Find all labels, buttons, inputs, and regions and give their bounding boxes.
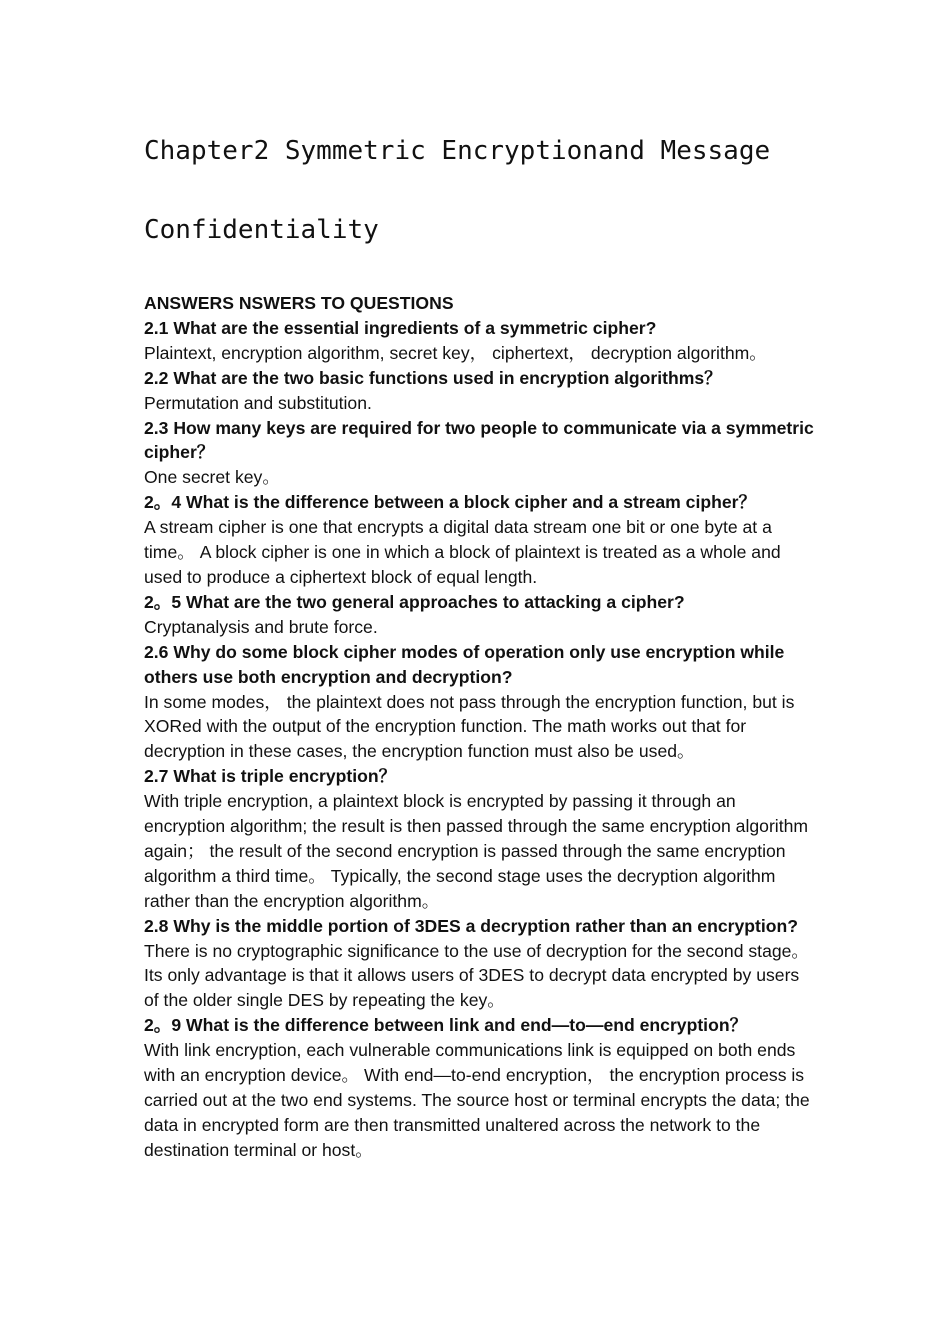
question-2-2: 2.2 What are the two basic functions used in encryption algorithms？ (144, 367, 722, 388)
answer-2-5: Cryptanalysis and brute force. (144, 616, 378, 637)
chapter-title-line-1: Chapter2 Symmetric Encryptionand Message (144, 136, 771, 166)
question-2-5: 2。5 What are the two general approaches to attacking a cipher? (144, 591, 685, 612)
question-2-3: 2.3 How many keys are required for two people to communicate via a symmetric cipher？ (144, 417, 814, 463)
answer-2-1: Plaintext, encryption algorithm, secret key， ciphertext， decryption algorithm。 (144, 342, 767, 363)
chapter-title-line-2: Confidentiality (144, 215, 379, 245)
answer-2-2: Permutation and substitution. (144, 392, 372, 413)
question-2-7: 2.7 What is triple encryption？ (144, 766, 397, 787)
answer-2-4: A stream cipher is one that encrypts a digital data stream one bit or one byte at a time。 A block cipher is one in which a block of plaintext is treated as a whole and used to produce a ciphertext block of equal length. (144, 517, 781, 587)
section-heading: ANSWERS NSWERS TO QUESTIONS (144, 293, 454, 313)
answer-2-3: One secret key。 (144, 467, 280, 488)
document-body (144, 291, 814, 1163)
question-2-4: 2。4 What is the difference between a block cipher and a stream cipher？ (144, 492, 757, 513)
question-2-1: 2.1 What are the essential ingredients of a symmetric cipher? (144, 317, 657, 338)
question-2-8: 2.8 Why is the middle portion of 3DES a decryption rather than an encryption? (144, 915, 798, 936)
answer-2-7: With triple encryption, a plaintext block is encrypted by passing it through an encryption algorithm; the result is then passed through the same encryption algorithm again； the result of the second encryption is passed through the same encryption algorithm a third time。 Typically, the second stage uses the decryption algorithm rather than the encryption algorithm。 (144, 791, 809, 911)
question-2-6: 2.6 Why do some block cipher modes of operation only use encryption while others use both encryption and decryption? (144, 641, 785, 687)
answer-2-9: With link encryption, each vulnerable communications link is equipped on both ends with an encryption device。 With end—to-end encryption， the encryption process is carried out at the two end systems. The source host or terminal encrypts the data; the data in encrypted form are then transmitted unaltered across the network to the destination terminal or host。 (144, 1040, 810, 1160)
answer-2-8: There is no cryptographic significance to the use of decryption for the second stage。 Its only advantage is that it allows users of 3DES to decrypt data encrypted by users of the older single DES by repeating the key。 (144, 940, 810, 1011)
question-2-9: 2。9 What is the difference between link and end—to—end encryption？ (144, 1015, 748, 1036)
answer-2-6: In some modes， the plaintext does not pass through the encryption function, but is XORed with the output of the encryption function. The math works out that for decryption in these cases, the encryption function must also be used。 (144, 691, 795, 762)
